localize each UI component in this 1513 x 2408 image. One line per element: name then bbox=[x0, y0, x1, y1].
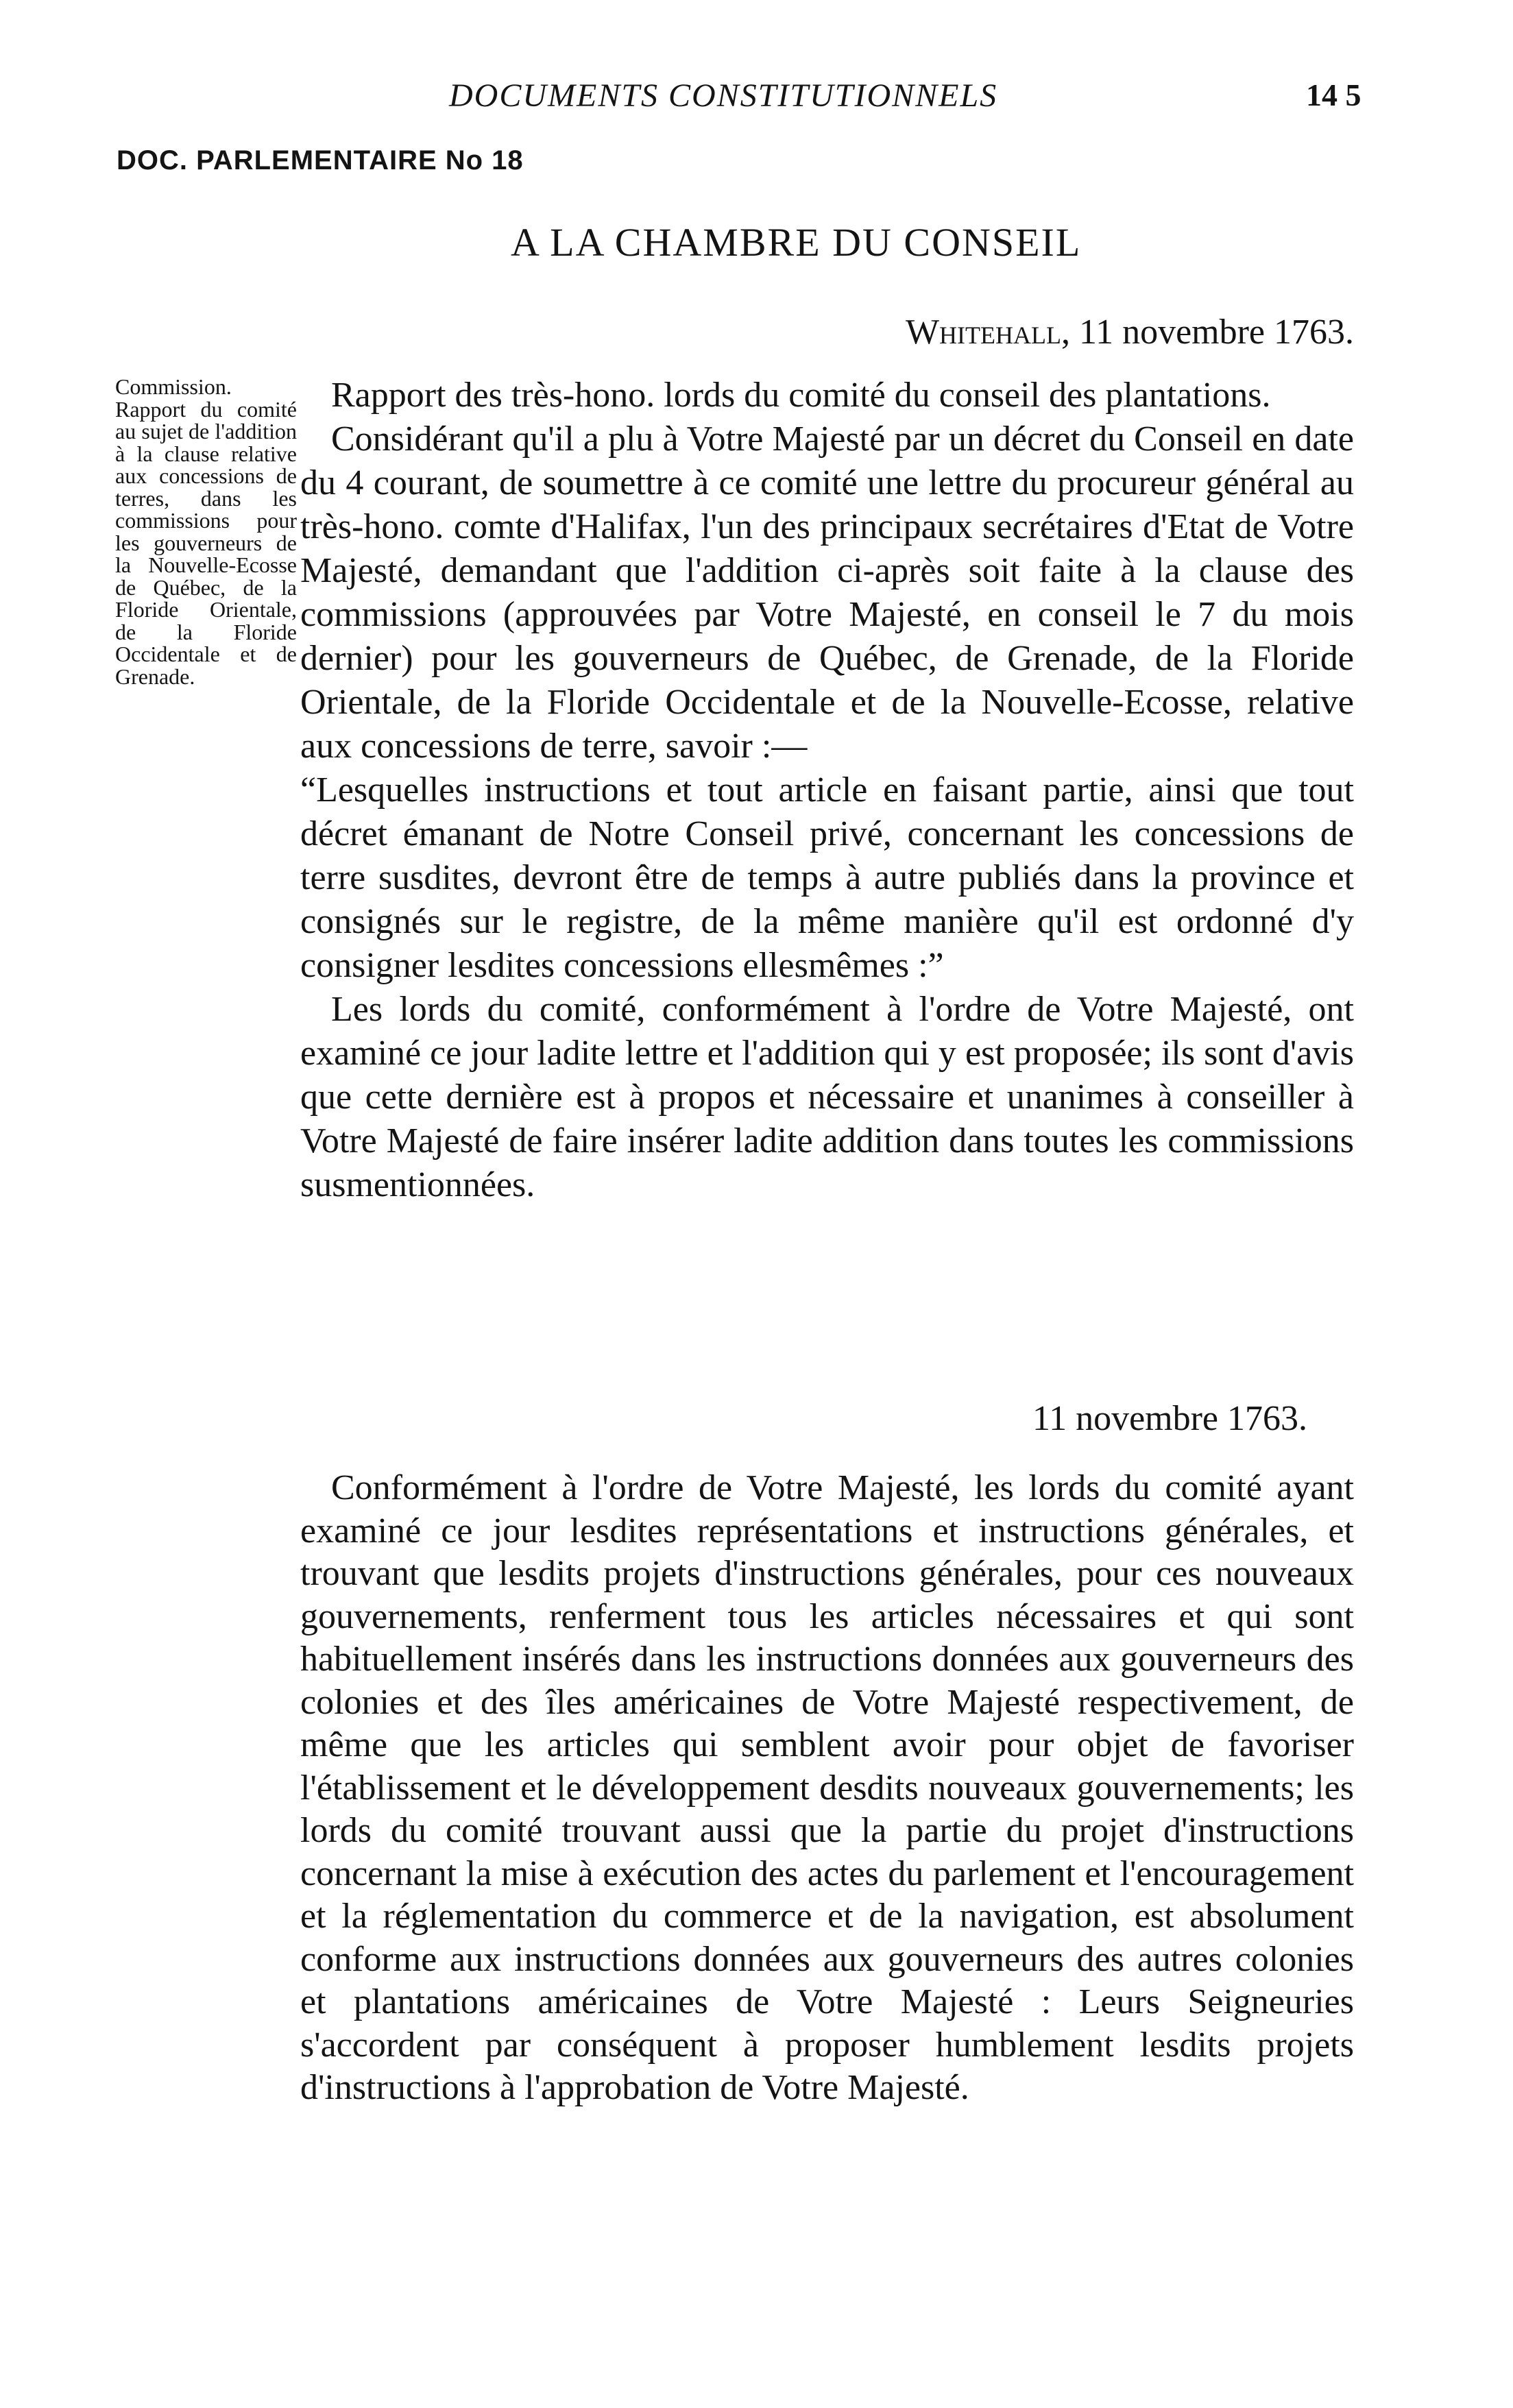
second-date: 11 novembre 1763. bbox=[1032, 1399, 1307, 1438]
report-title-paragraph: Rapport des très-hono. lords du comité du conseil des plantations. bbox=[331, 376, 1271, 415]
body-paragraph: Considérant qu'il a plu à Votre Majesté par un décret du Conseil en date du 4 courant, de soumettre à ce comité une lettre du procureur général au très-hono. comte d'Halifax, l'un des principaux secrétaires d'Etat de Votre Majesté, demandant que l'addition ci-après soit faite à la clause des commissions (approuvées par Votre Majesté, en conseil le 7 du mois dernier) pour les gouverneurs de Québec, de Grenade, de la Floride Orientale, de la Floride Occidentale et de la Nouvelle-Ecosse, relative aux concessions de terre, savoir :— bbox=[300, 419, 1354, 766]
dateline-place: Whitehall, bbox=[905, 313, 1070, 352]
letter-heading: A LA CHAMBRE DU CONSEIL bbox=[511, 220, 1082, 265]
dateline bbox=[906, 312, 1354, 352]
letter-body bbox=[300, 374, 1354, 1207]
body-paragraph: Conformément à l'ordre de Votre Majesté, les lords du comité ayant examiné ce jour lesdites représentations et instructions générales, et trouvant que lesdits projets d'instructions générales, pour ces nouveaux gouvernements, renferment tous les articles nécessaires et qui sont habituellement insérés dans les instructions données aux gouverneurs des colonies et des îles américaines de Votre Majesté respectivement, de même que les articles qui semblent avoir pour objet de favoriser l'établissement et le développement desdits nouveaux gouvernements; les lords du comité trouvant aussi que la partie du projet d'instructions concernant la mise à exécution des actes du parlement et l'encouragement et la réglementation du commerce et de la navigation, est absolument conforme aux instructions données aux gouverneurs des autres colonies et plantations américaines de Votre Majesté : Leurs Seigneuries s'accordent par conséquent à proposer humblement lesdits projets d'instructions à l'approbation de Votre Majesté. bbox=[300, 1468, 1354, 2107]
running-head: DOCUMENTS CONSTITUTIONNELS bbox=[449, 77, 998, 114]
quoted-paragraph: “Lesquelles instructions et tout article en faisant partie, ainsi que tout décret émanant de Notre Conseil privé, concernant les concessions de terre susdites, devront être de temps à autre publiés dans la province et consignés sur le registre, de la même manière qu'il est ordonné d'y consigner lesdites concessions ellesmêmes :” bbox=[300, 770, 1354, 985]
dateline-date: 11 novembre 1763. bbox=[1070, 313, 1354, 352]
page-number: 14 5 bbox=[1306, 77, 1361, 112]
body-paragraph: Les lords du comité, conformément à l'ordre de Votre Majesté, ont examiné ce jour ladite lettre et l'addition qui y est proposée; ils sont d'avis que cette dernière est à propos et nécessaire et unanimes à conseiller à Votre Majesté de faire insérer ladite addition dans toutes les commissions susmentionnées. bbox=[300, 990, 1354, 1204]
document-label: DOC. PARLEMENTAIRE No 18 bbox=[117, 145, 524, 175]
second-body bbox=[300, 1467, 1354, 2110]
margin-note: Commission. Rapport du comité au sujet de l'addition à la clause relative aux concessions de terres, dans les commissions pour les gouverneurs de la Nouvelle-Ecosse de Québec, de la Floride Orientale, de la Floride Occidentale et de Grenade. bbox=[115, 374, 297, 689]
